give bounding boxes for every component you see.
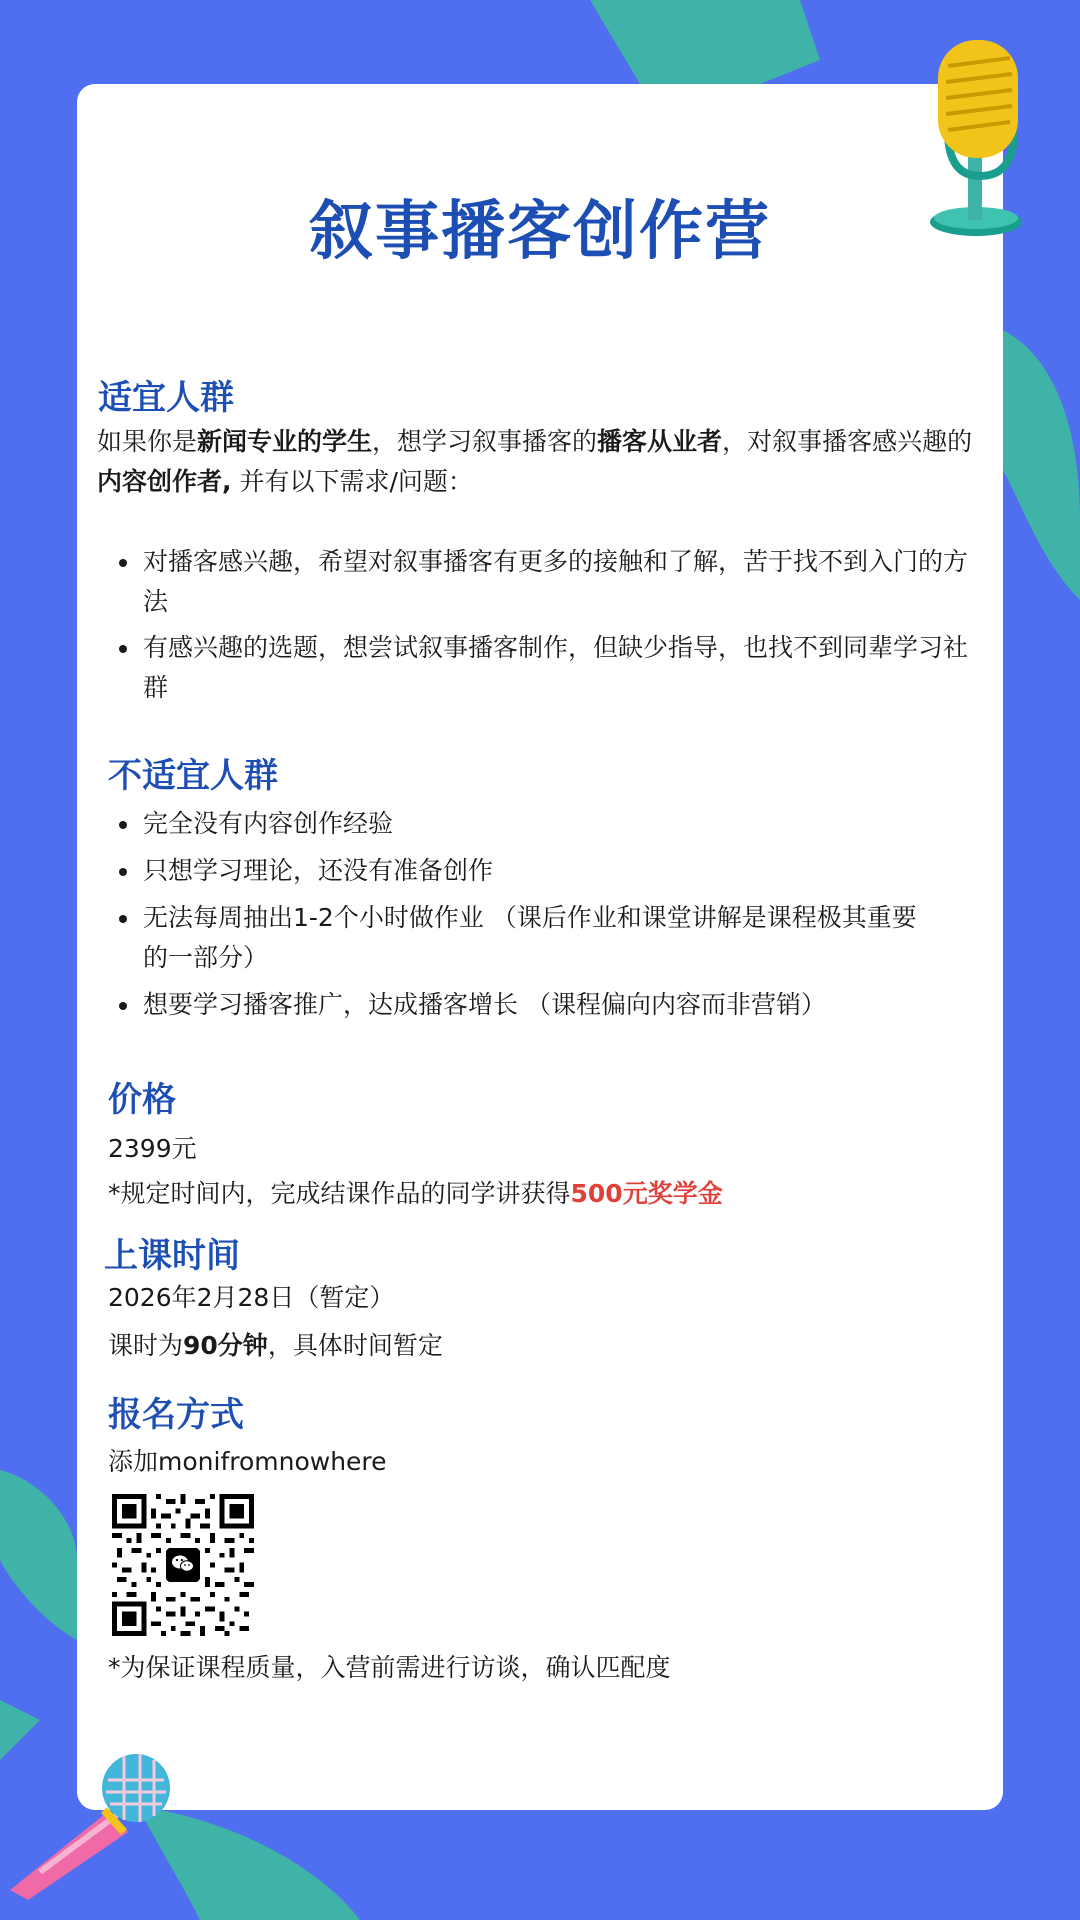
list-item: 只想学习理论，还没有准备创作	[113, 851, 933, 891]
scholarship-highlight: 500元奖学金	[570, 1179, 723, 1208]
page-title: 叙事播客创作营	[309, 194, 771, 269]
suitable-intro: 如果你是新闻专业的学生，想学习叙事播客的播客从业者，对叙事播客感兴趣的内容创作者, 并有以下需求/问题：	[97, 427, 973, 496]
unsuitable-list	[113, 804, 933, 1025]
list-item: 有感兴趣的选题，想尝试叙事播客制作，但缺少指导，也找不到同辈学习社群	[113, 628, 983, 708]
suitable-list	[113, 542, 983, 708]
unsuitable-heading: 不适宜人群	[108, 756, 278, 796]
list-item: 对播客感兴趣，希望对叙事播客有更多的接触和了解，苦于找不到入门的方法	[113, 542, 983, 622]
schedule-date: 2026年2月28日（暂定）	[108, 1283, 395, 1312]
schedule-duration: 课时为90分钟，具体时间暂定	[108, 1331, 443, 1360]
suitable-heading: 适宜人群	[98, 378, 234, 418]
price-note: *规定时间内，完成结课作品的同学讲获得500元奖学金	[108, 1179, 723, 1208]
signup-note: *为保证课程质量，入营前需进行访谈，确认匹配度	[108, 1653, 671, 1682]
list-item: 无法每周抽出1-2个小时做作业 （课后作业和课堂讲解是课程极其重要的一部分）	[113, 898, 933, 978]
signup-contact: 添加monifromnowhere	[108, 1447, 387, 1476]
list-item: 完全没有内容创作经验	[113, 804, 933, 844]
schedule-heading: 上课时间	[104, 1236, 240, 1276]
signup-heading: 报名方式	[108, 1395, 244, 1435]
price-amount: 2399元	[108, 1134, 197, 1163]
handheld-microphone-icon	[0, 1740, 180, 1900]
list-item: 想要学习播客推广，达成播客增长 （课程偏向内容而非营销）	[113, 985, 933, 1025]
price-heading: 价格	[108, 1080, 176, 1120]
wechat-icon	[167, 1548, 199, 1580]
